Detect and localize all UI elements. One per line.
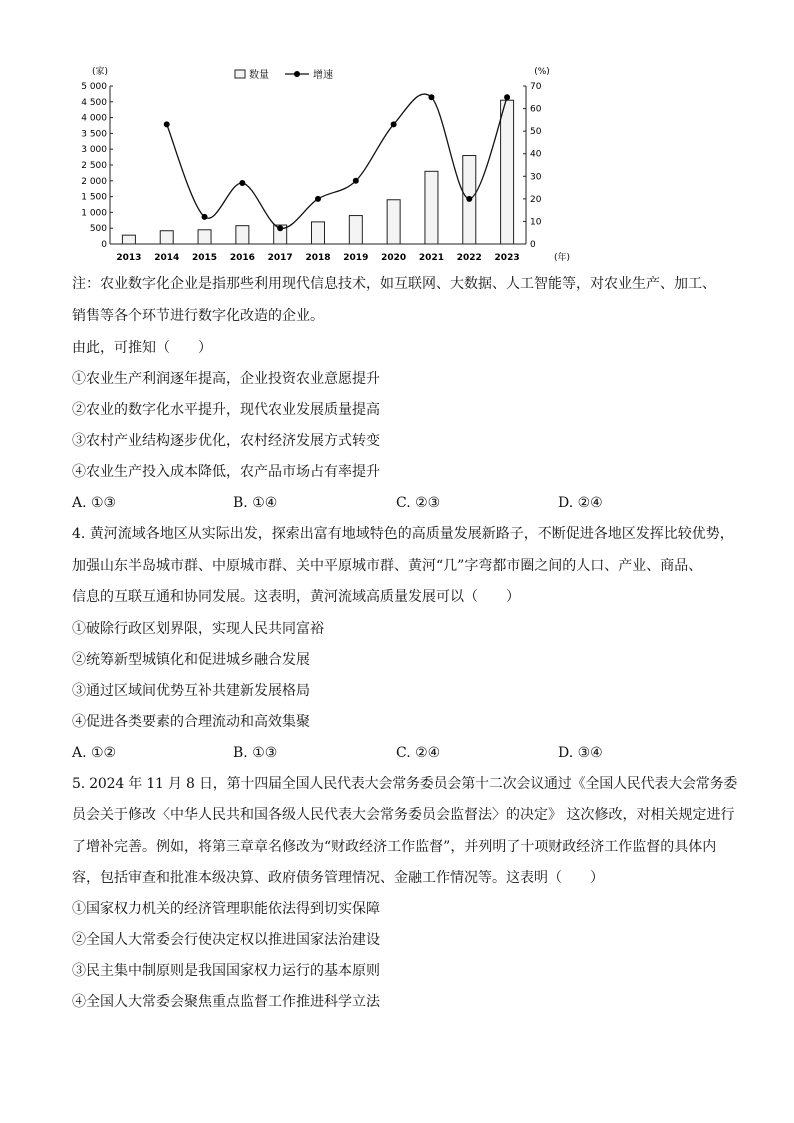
bar bbox=[236, 226, 249, 244]
chart bbox=[70, 58, 570, 270]
q4-option-c[interactable]: C. ②④ bbox=[396, 745, 441, 761]
x-tick-label: 2017 bbox=[267, 253, 293, 263]
q5-stem-line-1: 5. 2024 年 11 月 8 日，第十四届全国人民代表大会常务委员会第十二次会议通过《全国人民代表大会常务委 bbox=[72, 776, 738, 792]
x-tick-label: 2016 bbox=[229, 253, 255, 263]
growth-point bbox=[239, 180, 245, 186]
q3-statement-2: ②农业的数字化水平提升，现代农业发展质量提高 bbox=[72, 402, 380, 418]
growth-point bbox=[353, 178, 359, 184]
q5-statement-1: ①国家权力机关的经济管理职能依法得到切实保障 bbox=[72, 901, 380, 917]
q3-option-b[interactable]: B. ①④ bbox=[233, 495, 278, 511]
q3-stem: 由此，可推知（ ） bbox=[72, 340, 212, 356]
left-tick-label: 3 000 bbox=[81, 145, 107, 156]
q5-statement-2: ②全国人大常委会行使决定权以推进国家法治建设 bbox=[72, 932, 380, 948]
q3-option-a[interactable]: A. ①③ bbox=[72, 495, 117, 511]
growth-point bbox=[277, 225, 283, 231]
left-tick-label: 2 500 bbox=[81, 161, 107, 171]
left-tick-label: 4 000 bbox=[81, 113, 107, 124]
q5-statement-4: ④全国人大常委会聚焦重点监督工作推进科学立法 bbox=[72, 994, 380, 1010]
q5-stem-line-2: 员会关于修改〈中华人民共和国各级人民代表大会常务委员会监督法〉的决定》 这次修改，对相关规定进行 bbox=[72, 807, 735, 823]
q4-option-d[interactable]: D. ③④ bbox=[558, 745, 603, 761]
growth-point bbox=[164, 121, 170, 127]
left-tick-label: 1 500 bbox=[81, 192, 107, 203]
x-unit-label: (年) bbox=[553, 253, 570, 263]
x-tick-label: 2018 bbox=[305, 253, 331, 263]
right-tick-label: 70 bbox=[530, 82, 542, 92]
x-tick-label: 2013 bbox=[116, 253, 142, 263]
right-tick-label: 40 bbox=[530, 149, 542, 160]
bar bbox=[160, 231, 173, 244]
x-tick-label: 2014 bbox=[154, 253, 180, 263]
growth-point bbox=[202, 214, 208, 220]
q3-statement-4: ④农业生产投入成本降低，农产品市场占有率提升 bbox=[72, 464, 380, 480]
q4-option-b[interactable]: B. ①③ bbox=[233, 745, 278, 761]
left-unit-label: (家) bbox=[91, 67, 109, 77]
growth-point bbox=[391, 121, 397, 127]
q4-stem-line-1: 4. 黄河流域各地区从实际出发，探索出富有地域特色的高质量发展新路子，不断促进各地区发挥比较优势， bbox=[72, 526, 734, 542]
left-tick-label: 3 500 bbox=[81, 129, 107, 140]
growth-point bbox=[466, 196, 472, 202]
bar bbox=[312, 222, 325, 244]
q4-statement-4: ④促进各类要素的合理流动和高效集聚 bbox=[72, 714, 310, 730]
right-tick-label: 50 bbox=[530, 127, 542, 138]
bar bbox=[122, 235, 135, 244]
legend-bar-label: 数量 bbox=[249, 70, 269, 81]
x-tick-label: 2022 bbox=[456, 253, 482, 263]
q3-option-d[interactable]: D. ②④ bbox=[558, 495, 603, 511]
x-tick-label: 2015 bbox=[192, 253, 218, 263]
legend-line-label: 增速 bbox=[313, 70, 333, 81]
x-tick-label: 2021 bbox=[418, 253, 444, 263]
right-tick-label: 60 bbox=[530, 104, 542, 115]
q3-statement-1: ①农业生产利润逐年提高，企业投资农业意愿提升 bbox=[72, 371, 380, 387]
bar bbox=[349, 216, 362, 244]
left-tick-label: 0 bbox=[101, 240, 107, 250]
q5-stem-line-3: 了增补完善。例如，将第三章章名修改为“财政经济工作监督”，并列明了十项财政经济工作监督的具体内 bbox=[72, 839, 717, 855]
bar bbox=[425, 171, 438, 244]
bar bbox=[198, 230, 211, 244]
legend-line-marker bbox=[294, 71, 300, 77]
note-line-2: 销售等各个环节进行数字化改造的企业。 bbox=[72, 308, 324, 324]
q5-stem-line-4: 容，包括审查和批准本级决算、政府债务管理情况、金融工作情况等。这表明（ ） bbox=[72, 870, 604, 886]
q4-option-a[interactable]: A. ①② bbox=[72, 745, 117, 761]
q3-statement-3: ③农村产业结构逐步优化，农村经济发展方式转变 bbox=[72, 433, 380, 449]
right-tick-label: 20 bbox=[530, 194, 542, 205]
right-tick-label: 30 bbox=[530, 172, 542, 183]
growth-point bbox=[504, 94, 510, 100]
right-tick-label: 10 bbox=[530, 217, 542, 228]
note-line-1: 注：农业数字化企业是指那些利用现代信息技术，如互联网、大数据、人工智能等，对农业生产、加工、 bbox=[72, 276, 716, 292]
q4-stem-line-3: 信息的互联互通和协同发展。这表明，黄河流域高质量发展可以（ ） bbox=[72, 589, 520, 605]
legend-bar-swatch bbox=[235, 70, 245, 78]
q4-statement-1: ①破除行政区划界限，实现人民共同富裕 bbox=[72, 621, 324, 637]
bar bbox=[501, 100, 514, 244]
growth-line bbox=[167, 94, 507, 228]
x-tick-label: 2019 bbox=[343, 253, 369, 263]
q4-stem-line-2: 加强山东半岛城市群、中原城市群、关中平原城市群、黄河“几”字弯都市圈之间的人口、产业、商品、 bbox=[72, 558, 703, 574]
left-tick-label: 5 000 bbox=[81, 82, 107, 92]
q5-statement-3: ③民主集中制原则是我国国家权力运行的基本原则 bbox=[72, 963, 380, 979]
growth-point bbox=[315, 196, 321, 202]
right-unit-label: (%) bbox=[534, 67, 550, 77]
q4-statement-2: ②统筹新型城镇化和促进城乡融合发展 bbox=[72, 652, 310, 668]
x-tick-label: 2023 bbox=[494, 253, 520, 263]
left-tick-label: 4 500 bbox=[81, 97, 107, 108]
x-tick-label: 2020 bbox=[381, 253, 407, 263]
left-tick-label: 1 000 bbox=[81, 208, 107, 219]
bar bbox=[387, 200, 400, 244]
right-tick-label: 0 bbox=[530, 240, 536, 250]
left-tick-label: 500 bbox=[89, 224, 107, 235]
left-tick-label: 2 000 bbox=[81, 176, 107, 187]
growth-point bbox=[428, 94, 434, 100]
q3-option-c[interactable]: C. ②③ bbox=[396, 495, 441, 511]
q4-statement-3: ③通过区域间优势互补共建新发展格局 bbox=[72, 683, 310, 699]
